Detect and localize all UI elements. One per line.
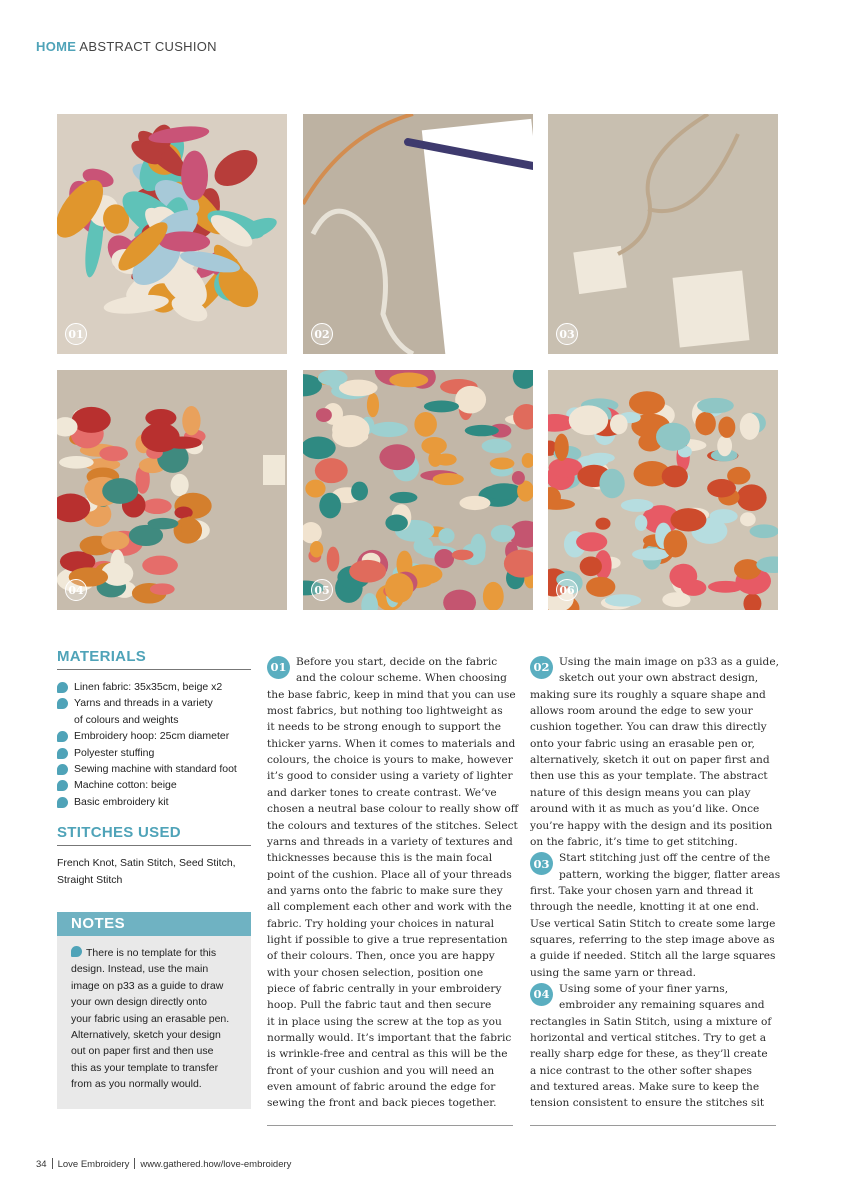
paragraph-line: around with it as much as you’d like. Once: [530, 803, 760, 816]
embroidery-texture: [580, 557, 602, 577]
embroidery-texture: [737, 484, 767, 511]
paragraph-line: on the fabric, it’s time to get stitching.: [530, 835, 738, 848]
embroidery-texture: [421, 437, 446, 455]
paragraph-line: embroider any remaining squares and: [559, 999, 765, 1012]
paragraph-line: piece of fabric centrally in your embroidery: [267, 983, 502, 995]
embroidery-texture: [99, 446, 128, 461]
embroidery-texture: [605, 594, 641, 606]
embroidery-texture: [438, 528, 454, 543]
bullet-icon: [57, 764, 68, 775]
magazine-name: Love Embroidery: [57, 1159, 130, 1170]
embroidery-texture: [483, 582, 504, 610]
photo-texture: [303, 370, 533, 610]
paragraph-line: rectangles in Satin Stitch, using a mixture of: [530, 1015, 772, 1028]
photo-step-number: 05: [311, 579, 333, 601]
embroidery-texture: [548, 499, 575, 510]
embroidery-texture: [610, 414, 628, 434]
embroidery-texture: [512, 471, 525, 485]
paragraph-line: nature of this design means you can play: [530, 786, 751, 799]
bullet-icon: [57, 698, 68, 709]
embroidery-texture: [319, 493, 341, 519]
paragraph-line: alternatively, sketch it out on paper first and: [530, 754, 770, 767]
paragraph-line: first. Take your chosen yarn and thread it: [530, 884, 754, 897]
yarn-strand: [208, 143, 264, 194]
paragraph-line: fabric. Try holding your choices in natural: [267, 917, 495, 930]
paragraph-line: you’re happy with the design and its position: [530, 819, 773, 832]
embroidery-texture: [141, 423, 180, 452]
website-link[interactable]: www.gathered.how/love-embroidery: [140, 1159, 292, 1170]
photo-texture: [548, 370, 778, 610]
embroidery-texture: [670, 508, 706, 531]
embroidery-texture: [482, 439, 512, 454]
embroidery-texture: [389, 373, 428, 388]
paragraph-line: thicker yarns. When it comes to materials and: [267, 737, 516, 750]
embroidery-texture: [513, 370, 533, 389]
embroidery-texture: [662, 465, 688, 487]
materials-item-text: Embroidery hoop: 25cm diameter: [74, 730, 230, 743]
embroidery-texture: [318, 370, 348, 386]
paragraph-line: and the colour scheme. When choosing: [296, 672, 507, 685]
paragraph-line: Before you start, decide on the fabric: [296, 656, 498, 668]
embroidery-texture: [740, 512, 756, 526]
column-rule: [267, 1125, 513, 1126]
bullet-icon: [57, 797, 68, 808]
materials-item: [57, 777, 251, 793]
embroidery-texture: [332, 415, 370, 444]
photo-step-number: 04: [65, 579, 87, 601]
embroidery-texture: [181, 516, 198, 542]
paragraph-line: tension consistent to ensure the stitches sit: [530, 1097, 765, 1110]
embroidery-texture: [743, 593, 761, 610]
embroidery-texture: [171, 474, 189, 496]
embroidery-texture: [455, 386, 486, 414]
page-footer: [36, 1158, 291, 1170]
embroidery-texture: [595, 518, 610, 530]
step-number-badge: 03: [530, 852, 553, 875]
embroidery-texture: [599, 469, 624, 499]
step-number-badge: 04: [530, 983, 553, 1006]
satin-square: [263, 455, 285, 485]
notes-line: There is no template for this: [71, 945, 239, 961]
embroidery-texture: [717, 435, 732, 456]
column-rule: [530, 1125, 776, 1126]
paragraph-line: and darker tones to create contrast. We’ve: [267, 786, 497, 799]
embroidery-texture: [740, 413, 760, 440]
embroidery-texture: [522, 453, 533, 468]
embroidery-texture: [586, 577, 615, 597]
embroidery-texture: [635, 515, 647, 531]
paragraph-line: with your chosen selection, position one: [267, 966, 484, 979]
embroidery-texture: [569, 405, 608, 435]
satin-square: [673, 271, 750, 348]
embroidery-texture: [303, 522, 322, 543]
embroidery-texture: [465, 425, 499, 436]
stitches-line: Straight Stitch: [57, 873, 123, 886]
embroidery-texture: [681, 580, 707, 596]
notes-line: Alternatively, sketch your design: [71, 1029, 221, 1042]
notes-line: image on p33 as a guide to draw: [71, 979, 224, 992]
paragraph-line: making sure its roughly a square shape and: [530, 688, 766, 701]
materials-heading: MATERIALS: [57, 648, 251, 670]
paragraph-line: even amount of fabric around the edge for: [267, 1081, 496, 1094]
section-label: HOME: [36, 39, 77, 54]
materials-item: [57, 679, 251, 695]
embroidery-texture: [656, 423, 690, 451]
embroidery-texture: [390, 492, 418, 503]
embroidery-texture: [142, 499, 172, 514]
page-number: 34: [36, 1159, 47, 1170]
embroidery-texture: [554, 434, 568, 461]
paragraph-line: colours, the choice is yours to make, however: [267, 754, 513, 767]
embroidery-texture: [664, 530, 688, 557]
yarn-thread: [618, 114, 738, 254]
step-number-badge: 01: [267, 656, 290, 679]
embroidery-texture: [549, 458, 583, 478]
photo-step-number: 03: [556, 323, 578, 345]
notes-line: design. Instead, use the main: [71, 963, 209, 976]
embroidery-texture: [101, 531, 129, 550]
stitches-text: [57, 855, 251, 888]
paragraph-line: onto your fabric using an erasable pen or,: [530, 737, 755, 750]
paragraph-line: the base fabric, keep in mind that you can use: [267, 688, 516, 701]
notes-line: from as you normally would.: [71, 1078, 202, 1091]
paragraph-line: through the needle, knotting it at one end.: [530, 901, 760, 914]
paragraph-line: sketch out your own abstract design,: [559, 672, 759, 685]
notes-line: your fabric using an erasable pen.: [71, 1012, 230, 1025]
embroidery-texture: [621, 499, 654, 512]
embroidery-texture: [316, 408, 332, 422]
embroidery-texture: [662, 592, 690, 607]
paragraph-line: pattern, working the bigger, flatter areas: [559, 868, 781, 881]
embroidery-texture: [513, 404, 533, 430]
footer-divider: [52, 1158, 53, 1169]
paragraph-line: hoop. Pull the fabric taut and then secure: [267, 999, 492, 1012]
embroidery-texture: [148, 518, 179, 529]
paragraph-line: all complement each other and work with the: [267, 901, 512, 914]
embroidery-texture: [434, 549, 454, 568]
step-number-badge: 02: [530, 656, 553, 679]
embroidery-texture: [459, 496, 490, 510]
embroidery-texture: [490, 457, 515, 469]
materials-item: [57, 745, 251, 761]
photo-texture: [548, 114, 778, 354]
materials-item: [57, 794, 251, 810]
paragraph-line: is wrinkle-free and central as this will be the: [267, 1048, 508, 1061]
embroidery-texture: [443, 590, 476, 610]
paragraph-line: of their colours. Then, once you are happy: [267, 950, 495, 963]
paragraph-line: cushion together. You can draw this directly: [530, 721, 767, 734]
paragraph-line: light if possible to give a true representation: [267, 933, 508, 946]
embroidery-texture: [305, 480, 325, 498]
stitches-heading: STITCHES USED: [57, 824, 251, 846]
paragraph-line: a guide if needed. Stitch all the large squares: [530, 950, 776, 963]
paragraph-line: a nice contrast to the other softer shapes: [530, 1064, 752, 1077]
embroidery-texture: [351, 482, 368, 501]
embroidery-texture: [367, 393, 379, 417]
embroidery-texture: [491, 525, 515, 542]
paragraph-line: squares, referring to the step image above as: [530, 933, 775, 946]
paragraph-line: front of your cushion and you will need an: [267, 1064, 495, 1077]
photo-step-number: 06: [556, 579, 578, 601]
paragraph-line: sewing the front and back pieces together.: [267, 1097, 497, 1110]
photo-texture: [57, 370, 287, 610]
embroidery-texture: [379, 444, 415, 470]
notes-line: out on paper first and then use: [71, 1045, 214, 1058]
paragraph-line: Using the main image on p33 as a guide,: [559, 656, 779, 668]
notes-text: [57, 936, 251, 1093]
embroidery-texture: [349, 560, 386, 583]
photo-step-number: 01: [65, 323, 87, 345]
yarn-strand: [181, 151, 208, 201]
embroidery-texture: [414, 412, 437, 437]
embroidery-texture: [182, 406, 200, 435]
embroidery-texture: [452, 550, 474, 561]
photo-texture: [57, 114, 287, 354]
paragraph-line: really sharp edge for these, as they’ll create: [530, 1048, 768, 1061]
paragraph-line: it needs to be strong enough to support the: [267, 721, 501, 734]
paragraph-line: Using some of your finer yarns,: [559, 983, 729, 995]
embroidery-texture: [310, 541, 323, 557]
paragraph-line: Start stitching just off the centre of the: [559, 852, 771, 865]
footer-divider: [134, 1158, 135, 1169]
step-photo: [57, 370, 287, 610]
materials-item-text: Basic embroidery kit: [74, 795, 169, 808]
embroidery-texture: [697, 398, 734, 414]
embroidery-texture: [102, 478, 138, 504]
materials-item-text: Yarns and threads in a variety: [74, 697, 213, 710]
embroidery-texture: [695, 412, 715, 436]
materials-item-text: of colours and weights: [74, 713, 179, 726]
stitches-line: French Knot, Satin Stitch, Seed Stitch,: [57, 857, 236, 870]
notes-line: this as your template to transfer: [71, 1061, 219, 1074]
hoop-edge: [303, 114, 413, 204]
embroidery-texture: [734, 559, 761, 579]
materials-item-text: Machine cotton: beige: [74, 779, 177, 792]
paragraph-line: thicknesses because this is the main focal: [267, 852, 493, 865]
materials-item-text: Polyester stuffing: [74, 746, 155, 759]
embroidery-texture: [576, 532, 607, 551]
embroidery-texture: [59, 456, 94, 469]
paragraph-line: then use this as your template. The abstract: [530, 770, 768, 783]
photo-step-number: 02: [311, 323, 333, 345]
notes-line: your own design directly onto: [71, 996, 207, 1009]
embroidery-texture: [150, 583, 175, 595]
embroidery-texture: [142, 556, 178, 575]
materials-item: [57, 728, 251, 744]
paragraph-line: most fabrics, but nothing too lightweight as: [267, 705, 503, 718]
embroidery-texture: [385, 514, 408, 531]
embroidery-texture: [718, 417, 735, 438]
embroidery-texture: [632, 548, 669, 560]
materials-item-text: Sewing machine with standard foot: [74, 763, 237, 776]
embroidery-texture: [370, 422, 408, 437]
paragraph-line: normally would. It’s important that the fabric: [267, 1032, 512, 1045]
step-photo: [303, 370, 533, 610]
embroidery-texture: [750, 524, 778, 538]
running-header: [36, 39, 217, 54]
paragraph-line: horizontal and vertical stitches. Try to get a: [530, 1032, 767, 1045]
photo-texture: [303, 114, 533, 354]
embroidery-texture: [327, 547, 340, 572]
paragraph-line: it in place using the screw at the top as you: [267, 1015, 502, 1028]
paragraph-line: point of the cushion. Place all of your threads: [267, 868, 512, 881]
materials-sidebar: [57, 648, 251, 888]
page-title: ABSTRACT CUSHION: [79, 39, 217, 54]
paragraph-line: and textured areas. Make sure to keep the: [530, 1081, 760, 1094]
bullet-icon: [57, 748, 68, 759]
notes-box: [57, 912, 251, 1109]
embroidery-texture: [424, 401, 459, 413]
embroidery-texture: [435, 453, 457, 465]
bullet-icon: [57, 780, 68, 791]
paragraph-line: and yarns onto the fabric to make sure they: [267, 884, 503, 897]
step-photo: [303, 114, 533, 354]
step-photo: [548, 114, 778, 354]
embroidery-texture: [708, 581, 743, 593]
embroidery-texture: [433, 473, 464, 485]
embroidery-texture: [315, 458, 348, 483]
paragraph-line: chosen a neutral base colour to really show off: [267, 803, 519, 816]
embroidery-texture: [303, 437, 336, 460]
paragraph-line: Use vertical Satin Stitch to create some large: [530, 917, 776, 930]
embroidery-texture: [361, 593, 378, 610]
materials-item: [57, 761, 251, 777]
paragraph-line: allows room around the edge to sew your: [530, 705, 753, 718]
bullet-icon: [57, 682, 68, 693]
step-photo: [548, 370, 778, 610]
paragraph-line: using the same yarn or thread.: [530, 966, 697, 979]
embroidery-texture: [72, 407, 111, 433]
step-photo: [57, 114, 287, 354]
materials-item-text: Linen fabric: 35x35cm, beige x2: [74, 681, 223, 693]
notes-heading: NOTES: [57, 912, 251, 936]
paragraph-line: yarns and threads in a variety of textures and: [267, 835, 513, 848]
bullet-icon: [71, 946, 82, 957]
paragraph-line: it’s good to consider using a variety of lighter: [267, 770, 513, 783]
paragraph-line: the colours and textures of the stitches. Select: [267, 819, 518, 832]
bullet-icon: [57, 731, 68, 742]
materials-list: [57, 679, 251, 810]
embroidery-texture: [629, 391, 665, 415]
embroidery-texture: [385, 573, 413, 603]
materials-item: [57, 695, 251, 728]
embroidery-texture: [707, 479, 736, 497]
